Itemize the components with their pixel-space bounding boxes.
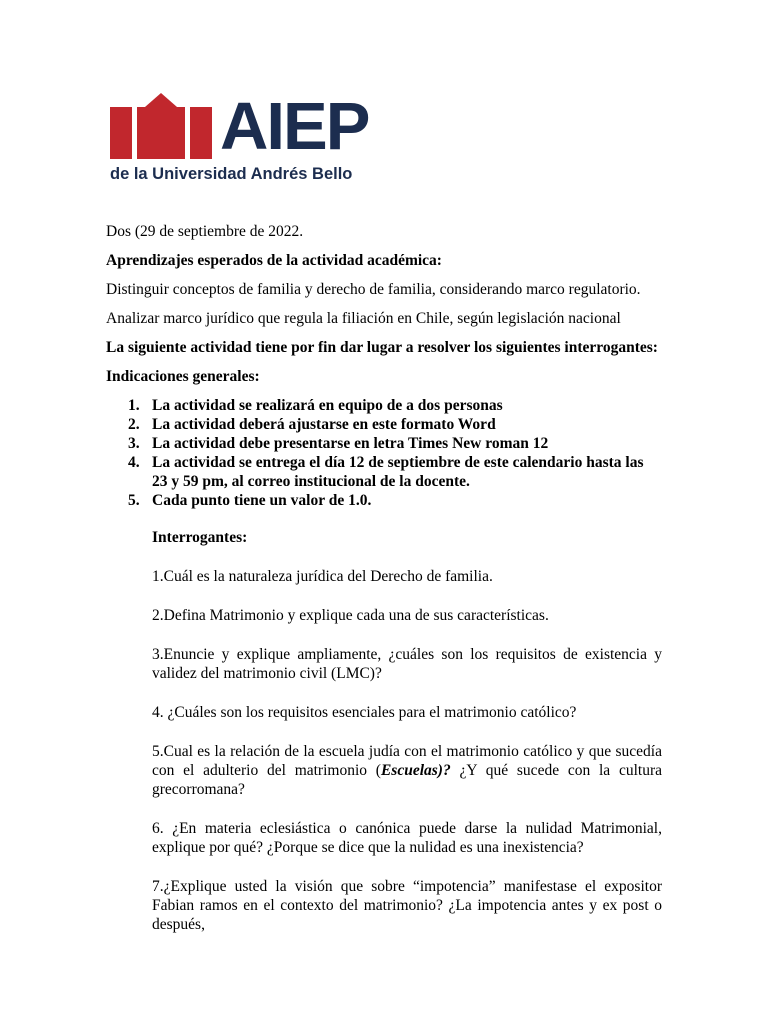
question-3: 3.Enuncie y explique ampliamente, ¿cuáles son los requisitos de existencia y validez del matrimonio civil (LMC)? — [152, 646, 662, 682]
list-item — [106, 396, 662, 415]
list-item-text: La actividad se realizará en equipo de a dos personas — [152, 397, 503, 414]
question-5-emphasis: Escuelas)? — [380, 762, 451, 779]
learning-objective-2: Analizar marco jurídico que regula la filiación en Chile, según legislación nacional — [106, 310, 621, 327]
question-5-text: 5.Cual es la relación de la escuela judía con el matrimonio católico y que sucedía con el adulterio del matrimonio ( — [152, 743, 662, 779]
questions-heading: Interrogantes: — [152, 529, 248, 546]
question-7: 7.¿Explique usted la visión que sobre “impotencia” manifestase el expositor Fabian ramos en el contexto del matrimonio? ¿La impotencia antes y ex post o después, — [152, 878, 662, 933]
list-item-text: Cada punto tiene un valor de 1.0. — [152, 492, 372, 509]
list-item-text: La actividad deberá ajustarse en este formato Word — [152, 416, 496, 433]
list-item — [106, 434, 662, 453]
general-instructions-heading: Indicaciones generales: — [106, 368, 260, 385]
aiep-logo-mark-icon — [110, 93, 215, 159]
list-item — [106, 415, 662, 434]
aiep-logo — [110, 89, 369, 185]
questions-section — [106, 528, 662, 934]
list-item-text: La actividad debe presentarse en letra Times New roman 12 — [152, 435, 549, 452]
instructions-list — [106, 396, 662, 510]
list-item-number: 1. — [128, 397, 140, 414]
list-item-number: 5. — [128, 492, 140, 509]
list-item-number: 2. — [128, 416, 140, 433]
list-item — [106, 453, 662, 491]
question-5-text-end: ¿Y qué sucede con la cultura grecorromana? — [152, 762, 662, 798]
question-4: 4. ¿Cuáles son los requisitos esenciales para el matrimonio católico? — [152, 704, 577, 721]
learning-objective-1: Distinguir conceptos de familia y derecho de familia, considerando marco regulatorio. — [106, 281, 641, 298]
question-1: 1.Cuál es la naturaleza jurídica del Derecho de familia. — [152, 568, 493, 585]
question-5 — [152, 742, 662, 799]
activity-purpose: La siguiente actividad tiene por fin dar lugar a resolver los siguientes interrogantes: — [106, 339, 658, 356]
list-item — [106, 491, 662, 510]
question-6: 6. ¿En materia eclesiástica o canónica puede darse la nulidad Matrimonial, explique por qué? ¿Porque se dice que la nulidad es una inexistencia? — [152, 820, 662, 856]
question-2: 2.Defina Matrimonio y explique cada una de sus características. — [152, 607, 549, 624]
logo-wordmark: AIEP — [220, 89, 369, 164]
logo-subtitle: de la Universidad Andrés Bello — [110, 165, 353, 183]
learning-heading: Aprendizajes esperados de la actividad académica: — [106, 252, 442, 269]
document-date: Dos (29 de septiembre de 2022. — [106, 223, 304, 240]
list-item-text: La actividad se entrega el día 12 de septiembre de este calendario hasta las 23 y 59 pm, al correo institucional de la docente. — [152, 454, 644, 490]
list-item-number: 3. — [128, 435, 140, 452]
document-body — [106, 222, 662, 934]
list-item-number: 4. — [128, 454, 140, 471]
